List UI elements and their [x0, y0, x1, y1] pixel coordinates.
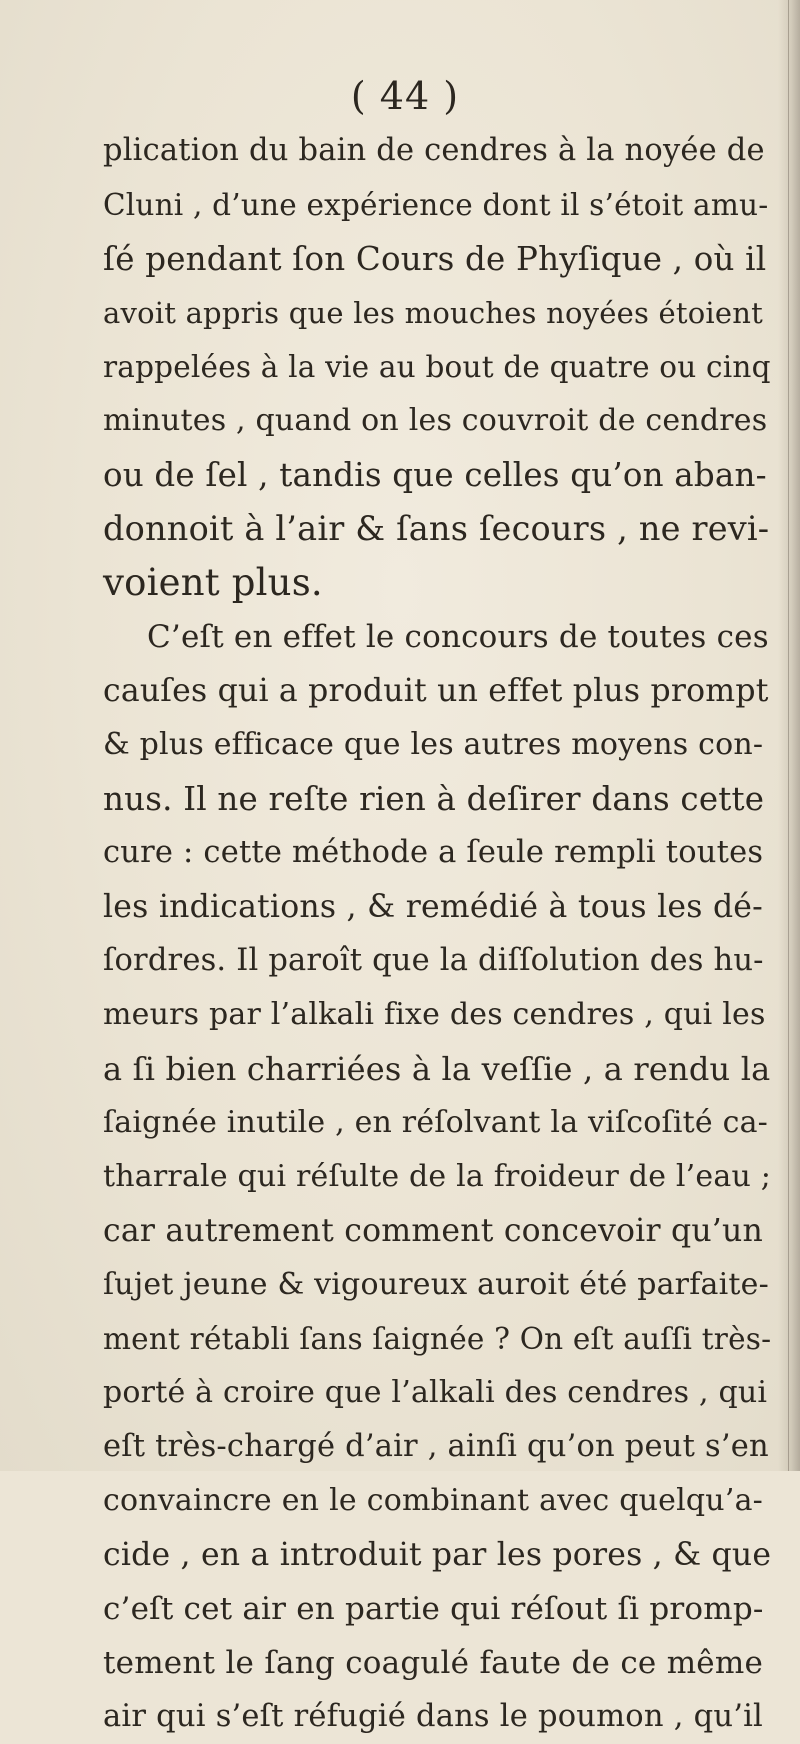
paragraph-start-line: C’eſt en effet le concours de toutes ces — [147, 619, 769, 655]
text-line: cauſes qui a produit un effet plus prompt — [103, 673, 769, 709]
page-edge-shadow — [778, 0, 800, 1471]
text-line: nus. Il ne reſte rien à deſirer dans cette — [103, 780, 765, 818]
text-line: ſordres. Il paroît que la diſſolution des hu- — [103, 943, 764, 978]
text-line: porté à croire que l’alkali des cendres , qui — [103, 1375, 768, 1410]
body-text — [103, 124, 772, 1744]
text-line: minutes , quand on les couvroit de cendres — [103, 403, 768, 438]
text-line: meurs par l’alkali fixe des cendres , qui les — [103, 997, 766, 1032]
text-line: Cluni , d’une expérience dont il s’étoit amu- — [103, 188, 769, 222]
text-line: rappelées à la vie au bout de quatre ou cinq — [103, 350, 771, 384]
text-line: tement le ſang coagulé faute de ce même — [103, 1645, 763, 1681]
text-line: ment rétabli ſans ſaignée ? On eſt auſſi très- — [103, 1322, 772, 1356]
text-line: tharrale qui réſulte de la froideur de l’eau ; — [103, 1159, 772, 1194]
page-number: ( 44 ) — [350, 74, 460, 118]
text-line: plication du bain de cendres à la noyée de — [103, 133, 765, 168]
text-line: ou de ſel , tandis que celles qu’on aban- — [103, 456, 767, 494]
text-line: cide , en a introduit par les pores , & que — [103, 1537, 772, 1573]
text-line: a ſi bien charriées à la veſſie , a rendu la — [103, 1050, 771, 1088]
text-line: convaincre en le combinant avec quelqu’a- — [103, 1483, 763, 1518]
text-line: car autrement comment concevoir qu’un — [103, 1213, 763, 1249]
text-line: donnoit à l’air & ſans ſecours , ne revi- — [103, 509, 770, 548]
text-line: ſujet jeune & vigoureux auroit été parfaite- — [103, 1267, 769, 1302]
text-line: air qui s’eſt réfugié dans le poumon , qu’il — [103, 1699, 763, 1734]
text-line: ſé pendant ſon Cours de Phyſique , où il — [103, 240, 767, 278]
text-line: cure : cette méthode a ſeule rempli toutes — [103, 835, 764, 870]
text-line: voient plus. — [103, 561, 323, 604]
text-line: & plus efficace que les autres moyens con- — [103, 727, 764, 762]
text-line: avoit appris que les mouches noyées étoient — [103, 296, 763, 330]
text-line: c’eſt cet air en partie qui réſout ſi promp- — [103, 1591, 764, 1627]
text-line: les indications , & remédié à tous les dé- — [103, 889, 763, 925]
text-line: eſt très-chargé d’air , ainſi qu’on peut s’en — [103, 1429, 769, 1464]
text-line: ſaignée inutile , en réſolvant la viſcoſité ca- — [103, 1105, 769, 1140]
